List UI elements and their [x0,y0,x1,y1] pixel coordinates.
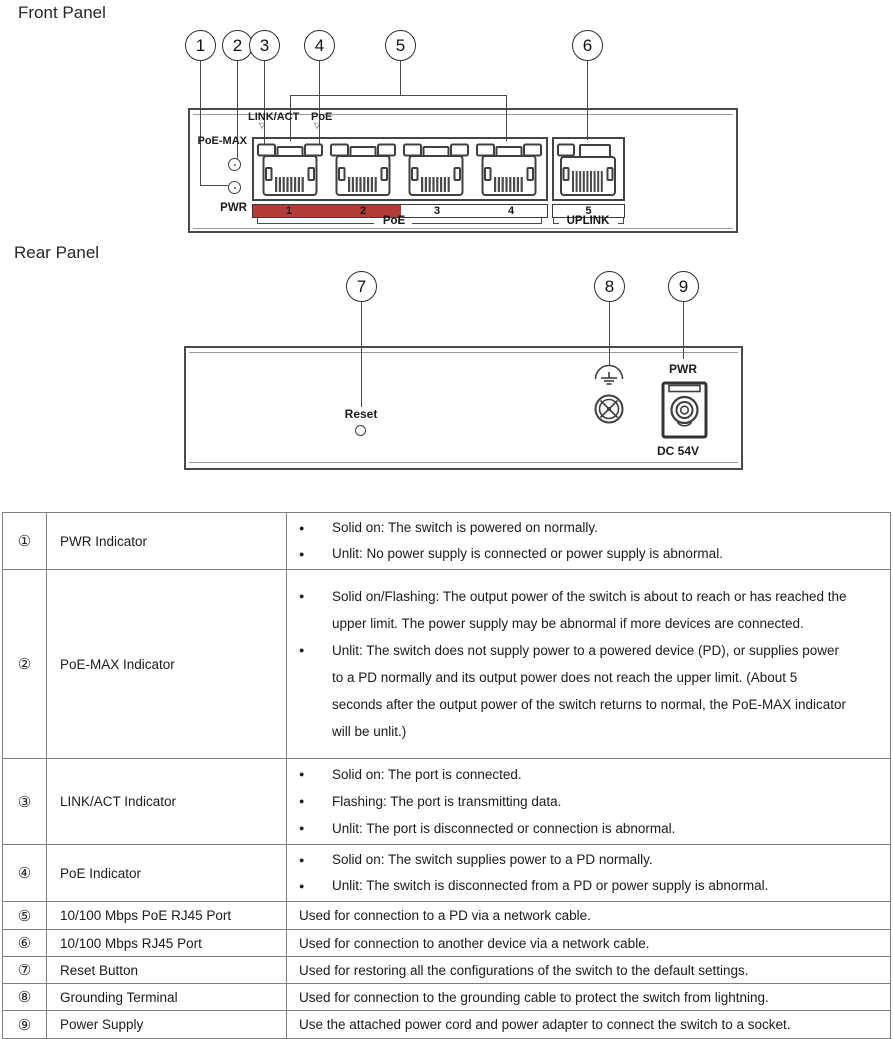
row-name: Power Supply [47,1011,287,1039]
rj45-port-2 [329,141,397,198]
bullet-icon: ● [299,523,305,533]
row-name: LINK/ACT Indicator [47,759,287,845]
row-number: ⑨ [3,1011,47,1039]
row-description: Used for connection to the grounding cable to protect the switch from lightning. [287,984,891,1011]
poe-pointer-icon: ▽ [314,121,321,130]
row-name: 10/100 Mbps PoE RJ45 Port [47,902,287,930]
row-description [287,845,891,902]
poe-bracket-right [412,223,542,224]
row-description [287,513,891,570]
poe-group-label: PoE [382,215,406,227]
bullet-text: Unlit: No power supply is connected or power supply is abnormal. [332,546,723,561]
bullet-text: Solid on: The switch is powered on normally. [332,520,598,535]
leader-line-9 [683,301,684,359]
leader-line-4 [319,60,320,152]
pwr-label-front: PWR [220,202,247,214]
uplink-group-label: UPLINK [566,215,610,227]
poe-max-label: PoE-MAX [197,135,247,147]
port-number-2: 2 [359,205,367,217]
poe-bracket-riser-right [541,218,542,223]
uplink-bracket-riser-right [623,218,624,223]
callout-2: 2 [222,30,253,61]
table-row-pwr-indicator [3,513,891,570]
bullet-icon: ● [299,823,305,833]
bullet-icon: ● [299,549,305,559]
row-description: Used for connection to another device via a network cable. [287,930,891,957]
table-row-rj45-port [3,930,891,957]
front-panel-bezel-bottom [193,228,733,229]
row-name: PWR Indicator [47,513,287,570]
bullet-icon: ● [299,881,305,891]
bullet-icon: ● [299,855,305,865]
bullet-text: Unlit: The switch is disconnected from a PD or power supply is abnormal. [332,878,769,893]
callout-5: 5 [385,30,416,61]
uplink-rj45-port [556,141,620,198]
table-row-power-supply [3,1011,891,1039]
row-description: Use the attached power cord and power adapter to connect the switch to a socket. [287,1011,891,1039]
row-number: ⑤ [3,902,47,930]
leader-line-3 [264,60,265,146]
poe-bracket-left [257,223,374,224]
bullet-icon: ● [299,769,305,779]
row-number: ⑧ [3,984,47,1011]
rear-panel-bezel-bottom [189,462,738,463]
callout-8: 8 [594,271,625,302]
leader-line-5b [290,95,507,96]
legend-table [2,512,891,1039]
bullet-icon: ● [299,645,305,655]
pwr-led [228,181,241,194]
power-jack-icon [661,381,708,439]
callout-7: 7 [346,271,377,302]
rj45-port-4 [475,141,543,198]
callout-3: 3 [249,30,280,61]
bullet-text: Solid on: The switch supplies power to a PD normally. [332,852,653,867]
row-name: PoE-MAX Indicator [47,570,287,759]
callout-9: 9 [668,271,699,302]
table-row-grounding-terminal [3,984,891,1011]
row-number: ③ [3,759,47,845]
reset-button [355,425,366,436]
row-description: Used for restoring all the configurations of the switch to the default settings. [287,957,891,984]
rear-panel-bezel-top [189,352,738,353]
row-number: ① [3,513,47,570]
rj45-port-3 [402,141,470,198]
dc-54v-label: DC 54V [656,444,700,458]
table-row-poe-rj45-port [3,902,891,930]
callout-1: 1 [185,30,216,61]
leader-line-1b [200,185,228,186]
table-row-poe-max-indicator [3,570,891,759]
bullet-text: Solid on: The port is connected. [332,767,522,782]
row-number: ⑦ [3,957,47,984]
table-row-link-act-indicator [3,759,891,845]
row-description: Used for connection to a PD via a network cable. [287,902,891,930]
row-number: ⑥ [3,930,47,957]
poe-max-led [228,158,241,171]
leader-line-8 [609,301,610,366]
bullet-text: Unlit: The port is disconnected or connection is abnormal. [332,821,676,836]
row-description [287,570,891,759]
port-number-3: 3 [433,205,441,217]
poe-led-label: PoE [311,111,333,123]
bullet-text: Solid on/Flashing: The output power of the switch is about to reach or has reached the upper limit. The power supply may be abnormal if more devices are connected. [332,589,847,631]
bullet-icon: ● [299,796,305,806]
bullet-icon: ● [299,591,305,601]
table-row-reset-button [3,957,891,984]
grounding-terminal-icon [592,360,626,424]
callout-4: 4 [304,30,335,61]
row-name: Reset Button [47,957,287,984]
row-number: ② [3,570,47,759]
leader-line-6 [587,60,588,140]
row-name: 10/100 Mbps RJ45 Port [47,930,287,957]
row-name: PoE Indicator [47,845,287,902]
port-number-5: 5 [585,205,592,217]
pwr-label-rear: PWR [669,362,697,376]
rear-panel-title: Rear Panel [14,243,100,262]
leader-line-1 [200,60,201,186]
bullet-text: Flashing: The port is transmitting data. [332,794,562,809]
leader-line-5 [400,60,401,96]
port-number-4: 4 [507,205,515,217]
front-panel-title: Front Panel [18,3,106,22]
callout-6: 6 [572,30,603,61]
table-row-poe-indicator [3,845,891,902]
bullet-text: Unlit: The switch does not supply power to a powered device (PD), or supplies power to a PD normally and its output power does not reach the upper limit. (About 5 seconds after the output power of the switch returns to normal, the PoE-MAX indicator will be unlit.) [332,643,847,739]
link-act-label: LINK/ACT [248,111,300,123]
row-name: Grounding Terminal [47,984,287,1011]
rj45-port-1 [256,141,324,198]
leader-line-7 [361,301,362,407]
row-number: ④ [3,845,47,902]
row-description [287,759,891,845]
port-number-1: 1 [285,205,293,217]
reset-label: Reset [344,407,378,421]
link-act-pointer-icon: ▽ [259,121,266,130]
leader-line-5d [506,95,507,141]
